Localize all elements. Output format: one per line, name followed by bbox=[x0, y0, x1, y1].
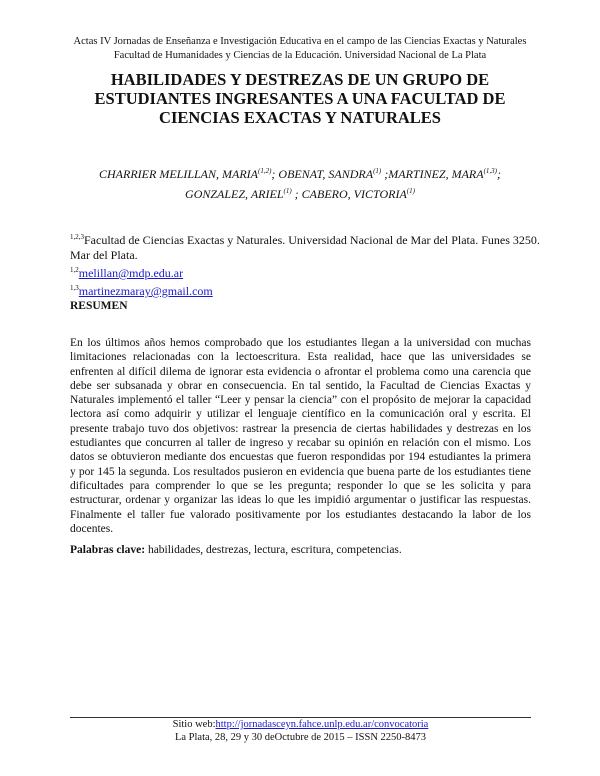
affiliation-text bbox=[70, 230, 540, 263]
author-name: CABERO, VICTORIA bbox=[301, 187, 407, 201]
author-affil-sup: (1) bbox=[283, 187, 292, 195]
keywords bbox=[70, 543, 531, 557]
paper-title bbox=[60, 70, 540, 127]
footer-site-link[interactable]: http://jornadasceyn.fahce.unlp.edu.ar/convocatoria bbox=[215, 719, 429, 730]
page-footer bbox=[70, 718, 531, 744]
running-header bbox=[40, 35, 560, 63]
author-affil-sup: (1,2) bbox=[257, 167, 272, 175]
title-line-3: CIENCIAS EXACTAS Y NATURALES bbox=[159, 108, 441, 127]
author-affil-sup: (1) bbox=[373, 167, 382, 175]
affiliations bbox=[70, 230, 540, 299]
email-line-2 bbox=[70, 281, 540, 299]
header-line-1: Actas IV Jornadas de Enseñanza e Investigación Educativa en el campo de las Ciencias Exactas y Naturales bbox=[73, 36, 527, 47]
author-affil-sup: (1,3) bbox=[483, 167, 497, 175]
author-sep: ; bbox=[497, 167, 501, 181]
footer-site-label: Sitio web: bbox=[172, 719, 216, 730]
abstract-paragraph: En los últimos años hemos comprobado que los estudiantes llegan a la universidad con muchas limitaciones relacionadas con la lectoescritura. Esta realidad, hace que las universidades se enfrenten al difícil dilema de ignorar esta evidencia o afrontar el problema como una carencia que debe ser subsanada y obrar en consecuencia. En tal sentido, la Facultad de Ciencias Exactas y Naturales implementó el taller “Leer y pensar la ciencia” con el propósito de mejorar la capacidad lectora así como adquirir y utilizar el lenguaje científico en la comunicación oral y escrita. El presente trabajo tuvo dos objetivos: rastrear la presencia de ciertas habilidades y destrezas en los estudiantes que concurren al taller de ingreso y recabar su opinión en relación con el mismo. Los datos se obtuvieron mediante dos encuestas que fueron respondidas por 194 estudiantes la primera y por 145 la segunda. Los resultados pusieron en evidencia que buena parte de los estudiantes tiene dificultades para comprender lo que se les pregunta; responder lo que se les solicita y para estructurar, ordenar y organizar las ideas lo que les impidió argumentar o justificar las respuestas. Finalmente el taller fue valorado positivamente por los estudiantes destacando la labor de los docentes. bbox=[70, 337, 531, 535]
authors-line-2 bbox=[70, 183, 530, 203]
author-name: OBENAT, SANDRA bbox=[278, 167, 374, 181]
header-line-2: Facultad de Humanidades y Ciencias de la Educación. Universidad Nacional de La Plata bbox=[113, 50, 487, 61]
authors-line-1 bbox=[70, 163, 530, 183]
footer-line-2: La Plata, 28, 29 y 30 deOctubre de 2015 – ISSN 2250-8473 bbox=[174, 732, 427, 743]
author-sep: ; bbox=[271, 167, 279, 181]
title-line-1: HABILIDADES Y DESTREZAS DE UN GRUPO DE bbox=[110, 70, 490, 89]
keywords-text: habilidades, destrezas, lectura, escritura, competencias. bbox=[145, 544, 402, 556]
author-list bbox=[70, 163, 530, 203]
email-sup: 1,3 bbox=[70, 284, 79, 292]
keywords-label: Palabras clave: bbox=[70, 544, 146, 556]
author-sep: ; bbox=[291, 187, 302, 201]
email-line-1 bbox=[70, 263, 540, 281]
email-sup: 1,2 bbox=[70, 266, 79, 274]
author-name: MARTINEZ, MARA bbox=[388, 167, 484, 181]
author-name: GONZALEZ, ARIEL bbox=[185, 187, 284, 201]
affiliation-body: Facultad de Ciencias Exactas y Naturales. Universidad Nacional de Mar del Plata. Funes 3250. Mar del Plata. bbox=[70, 233, 540, 262]
email-link-2[interactable]: martinezmaray@gmail.com bbox=[78, 284, 213, 298]
email-link-1[interactable]: melillan@mdp.edu.ar bbox=[78, 266, 184, 280]
footer-line-1 bbox=[70, 718, 531, 731]
section-heading-resumen: RESUMEN bbox=[70, 300, 128, 312]
title-line-2: ESTUDIANTES INGRESANTES A UNA FACULTAD DE bbox=[94, 89, 506, 108]
author-name: CHARRIER MELILLAN, MARIA bbox=[99, 167, 258, 181]
affiliation-sup: 1,2,3 bbox=[70, 233, 84, 241]
author-sep: ; bbox=[381, 167, 389, 181]
author-affil-sup: (1) bbox=[406, 187, 415, 195]
